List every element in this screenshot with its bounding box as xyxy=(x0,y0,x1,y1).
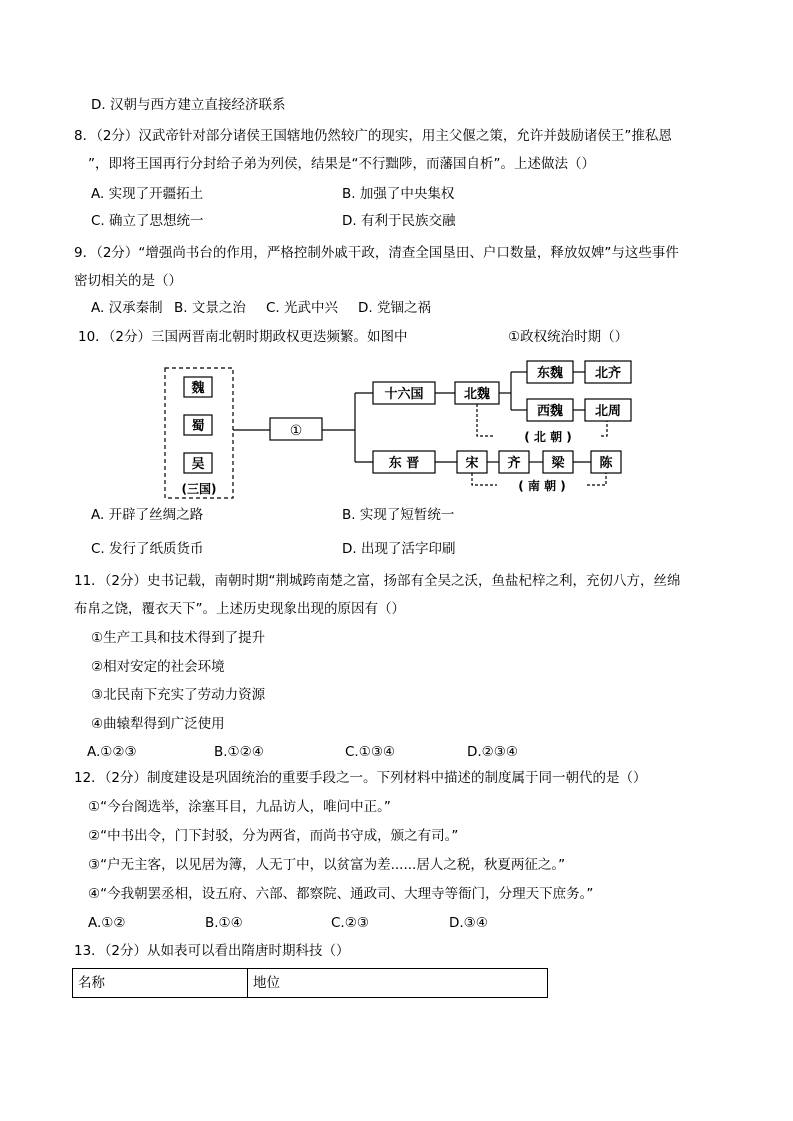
q12-statement-1: ①“今台阁选举，涂塞耳目，九品访人，唯问中正。” xyxy=(88,799,391,815)
label-beichao: ( 北 朝 ) xyxy=(524,430,572,444)
q11-option-b[interactable]: B.①②④ xyxy=(214,744,264,760)
node-shiliuguo: 十六国 xyxy=(384,387,424,402)
node-qi: 齐 xyxy=(507,456,521,471)
q7-option-d: D. 汉朝与西方建立直接经济联系 xyxy=(91,97,286,113)
q8-option-a[interactable]: A. 实现了开疆拓土 xyxy=(91,186,204,202)
q10-stem: 10．（2分）三国两晋南北朝时期政权更迭频繁。如图中 xyxy=(78,329,408,345)
node-wu: 吴 xyxy=(191,457,205,472)
q11-statement-2: ②相对安定的社会环境 xyxy=(91,659,225,675)
q13-stem: 13．（2分）从如表可以看出隋唐时期科技（） xyxy=(74,943,350,959)
q12-option-d[interactable]: D.③④ xyxy=(449,915,488,931)
node-song: 宋 xyxy=(465,456,479,471)
q10-option-a[interactable]: A. 开辟了丝绸之路 xyxy=(91,507,204,523)
q11-option-d[interactable]: D.②③④ xyxy=(467,744,518,760)
q8-option-d[interactable]: D. 有利于民族交融 xyxy=(342,213,456,229)
dynasty-diagram xyxy=(155,352,645,502)
node-xiwei: 西魏 xyxy=(536,404,564,419)
q12-option-b[interactable]: B.①④ xyxy=(205,915,243,931)
node-beiqi: 北齐 xyxy=(594,366,622,381)
q11-stem-line1: 11．（2分）史书记载，南朝时期“荆城跨南楚之富，扬部有全吴之沃，鱼盐杞梓之利，充仞八方，丝绵 xyxy=(74,573,681,589)
q10-option-b[interactable]: B. 实现了短暂统一 xyxy=(342,507,455,523)
node-shu: 蜀 xyxy=(191,419,205,434)
q9-stem-line1: 9．（2分）“增强尚书台的作用，严格控制外戚干政，清查全国垦田、户口数量，释放奴婢”与这些事件 xyxy=(74,245,679,261)
q11-statement-4: ④曲辕犁得到广泛使用 xyxy=(91,716,225,732)
q11-statement-3: ③北民南下充实了劳动力资源 xyxy=(91,687,266,703)
q12-option-a[interactable]: A.①② xyxy=(88,915,126,931)
q12-statement-2: ②“中书出令，门下封驳，分为两省，而尚书守成，颁之有司。” xyxy=(88,828,459,844)
node-chen: 陈 xyxy=(599,456,613,471)
q13-table-header-name: 名称 xyxy=(73,969,248,997)
node-dongjin: 东 晋 xyxy=(388,456,420,471)
node-liang: 梁 xyxy=(551,456,565,471)
q11-statement-1: ①生产工具和技术得到了提升 xyxy=(91,630,266,646)
q12-stem: 12．（2分）制度建设是巩固统治的重要手段之一。下列材料中描述的制度属于同一朝代的是（） xyxy=(74,770,647,786)
q8-option-b[interactable]: B. 加强了中央集权 xyxy=(342,186,455,202)
q8-stem-line2: ”，即将王国再行分封给子弟为列侯，结果是“不行黜陟，而藩国自析”。上述做法（） xyxy=(88,156,595,172)
q11-stem-line2: 布帛之饶，覆衣天下”。上述历史现象出现的原因有（） xyxy=(74,601,405,617)
q11-option-a[interactable]: A.①②③ xyxy=(87,744,137,760)
node-dongwei: 东魏 xyxy=(536,366,564,381)
q13-table xyxy=(72,968,548,998)
q12-statement-3: ③“户无主客，以见居为簿，人无丁中，以贫富为差......居人之税，秋夏两征之。” xyxy=(88,857,566,873)
q11-option-c[interactable]: C.①③④ xyxy=(345,744,396,760)
q9-option-a[interactable]: A. 汉承秦制 xyxy=(91,300,163,316)
q9-option-c[interactable]: C. 光武中兴 xyxy=(266,300,339,316)
q9-option-b[interactable]: B. 文景之治 xyxy=(174,300,246,316)
node-beiwei: 北魏 xyxy=(463,387,491,402)
q8-stem-line1: 8．（2分）汉武帝针对部分诸侯王国辖地仍然较广的现实，用主父偃之策，允许并鼓励诸侯王”推私恩 xyxy=(74,128,672,144)
node-circle1: ① xyxy=(289,423,303,439)
q10-option-c[interactable]: C. 发行了纸质货币 xyxy=(91,541,204,557)
node-beizhou: 北周 xyxy=(594,404,622,419)
node-wei: 魏 xyxy=(191,381,205,396)
q10-option-d[interactable]: D. 出现了活字印刷 xyxy=(342,541,456,557)
q9-stem-line2: 密切相关的是（） xyxy=(74,273,182,289)
q13-table-header-status: 地位 xyxy=(253,975,280,991)
q10-stem-right: ①政权统治时期（） xyxy=(508,329,629,345)
q12-option-c[interactable]: C.②③ xyxy=(331,915,369,931)
q12-statement-4: ④“今我朝罢丞相，设五府、六部、都察院、通政司、大理寺等衙门，分理天下庶务。” xyxy=(88,886,594,902)
label-nanchao: ( 南 朝 ) xyxy=(518,479,566,493)
q9-option-d[interactable]: D. 党锢之祸 xyxy=(358,300,431,316)
label-sanguo: (三国) xyxy=(181,482,217,496)
q8-option-c[interactable]: C. 确立了思想统一 xyxy=(91,213,204,229)
